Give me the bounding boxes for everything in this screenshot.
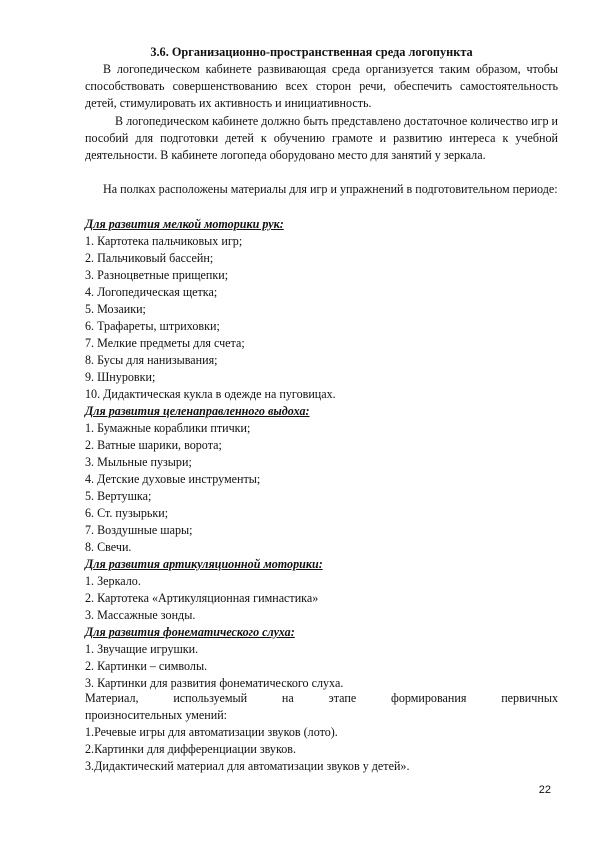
page-number: 22 [538,784,551,796]
equipment-paragraph: В логопедическом кабинете должно быть представлено достаточное количество игр и пособий для подготовки детей к обучению грамоте и развитию интереса к учебной деятельности. В кабинете логопеда оборудовано место для занятий у зеркала. [85,114,558,162]
list-item: 4. Логопедическая щетка; [85,285,218,299]
section-title: 3.6. Организационно-пространственная среда логопункта [150,45,473,59]
list-item: 1. Бумажные кораблики птички; [85,421,251,435]
list-item: 7. Воздушные шары; [85,523,193,537]
list-item: 3. Разноцветные прищепки; [85,268,229,282]
pronunciation-paragraph [85,690,558,724]
list-item: 6. Ст. пузырьки; [85,506,169,520]
list-item: 4. Детские духовые инструменты; [85,472,261,486]
pronunciation-paragraph-line1: Материал, используемый на этапе формирования первичных [85,691,558,705]
materials-list [85,216,558,692]
list-item: 2. Картинки – символы. [85,659,208,673]
list-item: 8. Свечи. [85,540,132,554]
list-item: 3. Мыльные пузыри; [85,455,192,469]
intro-paragraph: В логопедическом кабинете развивающая среда организуется таким образом, чтобы способствовать совершенствованию всех сторон речи, обеспечить самостоятельность детей, стимулировать их активность и инициативность. [85,62,558,110]
list-item: 3. Картинки для развития фонематического слуха. [85,676,344,690]
list-item: 1. Звучащие игрушки. [85,642,199,656]
list-item: 3. Массажные зонды. [85,608,196,622]
pronunciation-paragraph-line2: произносительных умений: [85,708,228,722]
section-heading-fine-motor: Для развития мелкой моторики рук: [85,217,284,231]
shelves-paragraph: На полках расположены материалы для игр и упражнений в подготовительном периоде: [103,182,558,196]
list-item: 2. Пальчиковый бассейн; [85,251,214,265]
list-item: 7. Мелкие предметы для счета; [85,336,245,350]
list-item: 2.Картинки для дифференциации звуков. [85,742,297,756]
section-heading-phonemic: Для развития фонематического слуха: [85,625,295,639]
list-item: 8. Бусы для нанизывания; [85,353,218,367]
section-heading-articulation: Для развития артикуляционной моторики: [85,557,323,571]
list-item: 1. Картотека пальчиковых игр; [85,234,243,248]
list-item: 2. Ватные шарики, ворота; [85,438,222,452]
list-item: 9. Шнуровки; [85,370,156,384]
list-item: 6. Трафареты, штриховки; [85,319,220,333]
pronunciation-list [85,724,558,775]
list-item: 1.Речевые игры для автоматизации звуков (лото). [85,725,338,739]
list-item: 10. Дидактическая кукла в одежде на пуговицах. [85,387,336,401]
list-item: 2. Картотека «Артикуляционная гимнастика» [85,591,319,605]
list-item: 5. Вертушка; [85,489,152,503]
list-item: 1. Зеркало. [85,574,141,588]
list-item: 5. Мозаики; [85,302,146,316]
list-item: 3.Дидактический материал для автоматизации звуков у детей». [85,759,410,773]
section-heading-exhale: Для развития целенаправленного выдоха: [85,404,310,418]
